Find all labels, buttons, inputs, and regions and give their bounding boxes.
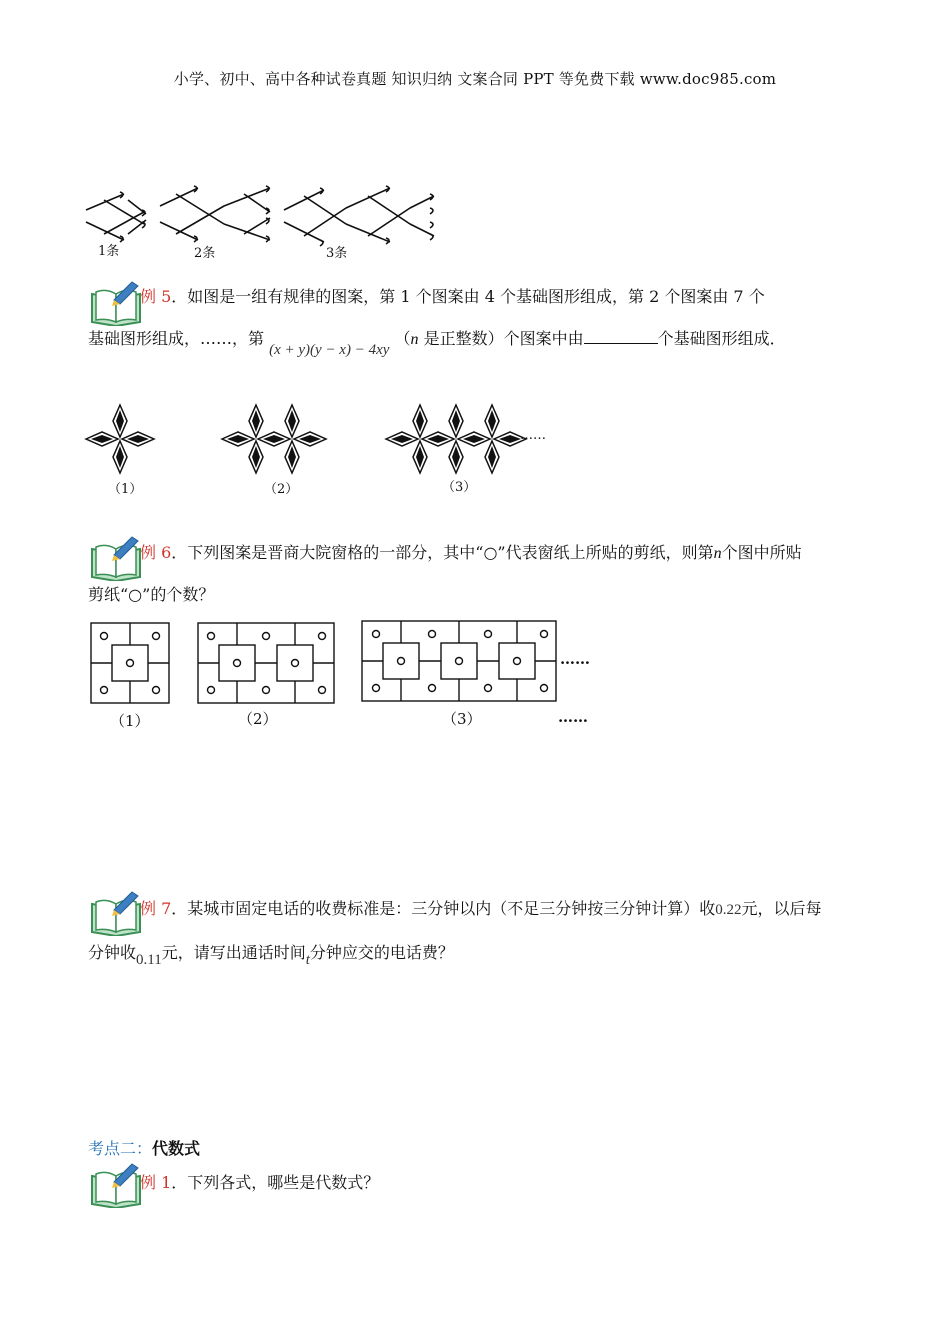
example-7-label: 例 7 [140, 899, 172, 918]
example-6-text-1a: ．下列图案是晋商大院窗格的一部分，其中“○”代表窗纸上所贴的剪纸，则第 [171, 543, 714, 562]
window-label-2: （2） [238, 710, 278, 728]
example-6-line-1 [140, 542, 802, 565]
example-7-line-1 [140, 898, 822, 921]
lines-label-1: 1条 [98, 244, 120, 259]
example-7-variable-t: t [305, 952, 310, 968]
example-5-text-2d: 个基础图形组成． [657, 329, 786, 348]
diamond-continuation: …… [520, 428, 546, 443]
example-7-text-1b: 元，以后每 [741, 899, 822, 918]
example-7-text-1a: ．某城市固定电话的收费标准是：三分钟以内（不足三分钟按三分钟计算）收 [171, 899, 716, 918]
window-3 [362, 621, 556, 701]
window-1 [91, 623, 169, 703]
example-5-line-1 [140, 286, 765, 308]
example-7-value-1: 0.22 [715, 902, 742, 918]
example-5-text-2c: 是正整数）个图案中由 [418, 329, 584, 348]
lines-pattern-2 [160, 186, 270, 242]
section-2-title: 代数式 [152, 1139, 201, 1158]
example-5-label: 例 5 [140, 287, 172, 306]
example-1-label: 例 1 [140, 1173, 172, 1192]
lines-pattern-3 [284, 186, 434, 246]
example-5-line-2 [88, 328, 786, 358]
lines-label-3: 3条 [326, 246, 348, 261]
example-1-line [140, 1172, 379, 1194]
window-continuation-top: …… [560, 650, 590, 668]
example-7-text-2b: 元，请写出通话时间 [161, 943, 306, 962]
book-pencil-icon [88, 890, 144, 936]
diamond-label-1: （1） [108, 482, 143, 497]
example-7-value-2: 0.11 [136, 952, 162, 968]
window-label-3: （3） [442, 710, 482, 728]
diamond-label-2: （2） [264, 482, 299, 497]
book-pencil-icon [88, 280, 144, 326]
diamond-pattern-3 [386, 405, 526, 473]
page-header: 小学、初中、高中各种试卷真题 知识归纳 文案合同 PPT 等免费下载 www.doc985.com [173, 70, 777, 88]
example-7-line-2 [88, 942, 454, 968]
book-pencil-icon [88, 535, 144, 581]
example-5-answer-blank[interactable] [584, 329, 658, 344]
book-pencil-icon [88, 1162, 144, 1208]
lines-pattern-1 [86, 192, 146, 242]
example-5-variable-n: n [410, 331, 419, 348]
example-7-text-2a: 分钟收 [88, 943, 137, 962]
example-6-variable-n: n [713, 545, 722, 562]
diamond-pattern-2 [222, 405, 326, 473]
example-6-label: 例 6 [140, 543, 172, 562]
window-label-1: （1） [110, 712, 150, 730]
window-continuation-bottom: …… [558, 708, 588, 726]
lines-pattern-figure [84, 182, 454, 262]
example-5-expression: (x + y)(y − x) − 4xy [269, 342, 390, 358]
example-5-text-2b: （ [394, 329, 411, 348]
example-1-text: ．下列各式，哪些是代数式？ [171, 1173, 380, 1192]
window-2 [198, 623, 334, 703]
diamond-pattern-1 [86, 405, 154, 473]
example-7-text-2c: 分钟应交的电话费？ [309, 943, 454, 962]
diamond-pattern-figure [84, 402, 564, 482]
example-6-line-2: 剪纸“○”的个数？ [88, 585, 215, 604]
section-2-heading [88, 1138, 200, 1160]
example-6-text-1b: 个图中所贴 [721, 543, 802, 562]
window-lattice-figure [88, 620, 568, 710]
lines-label-2: 2条 [194, 246, 216, 261]
example-5-text-2a: 基础图形组成，……，第 [88, 329, 265, 348]
diamond-label-3: （3） [442, 480, 477, 495]
section-2-label: 考点二： [88, 1139, 153, 1158]
example-5-text-1: ．如图是一组有规律的图案，第 1 个图案由 4 个基础图形组成，第 2 个图案由 7 个 [171, 287, 765, 306]
